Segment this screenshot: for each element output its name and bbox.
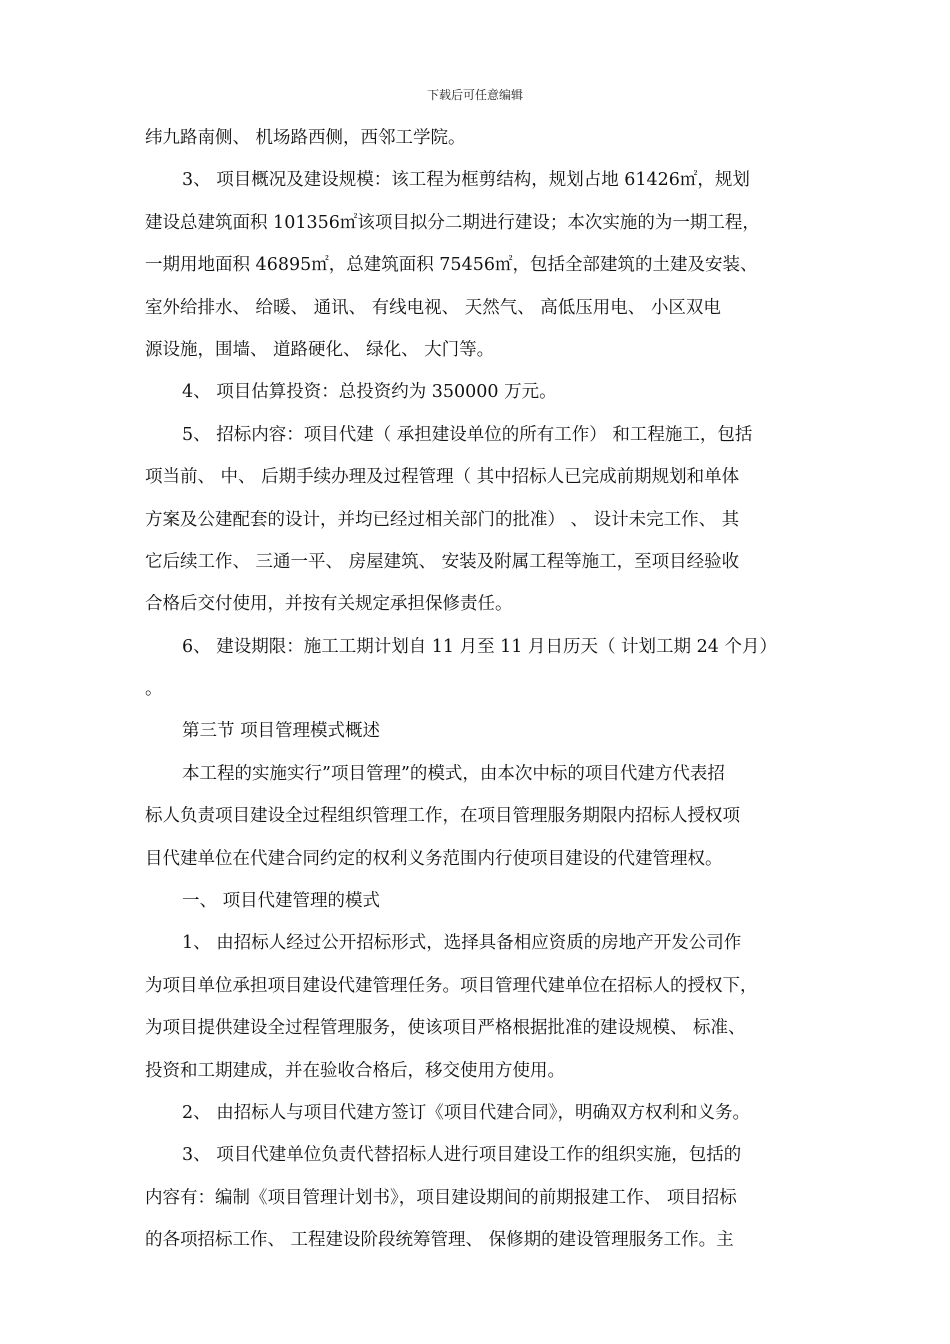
text-line: 方案及公建配套的设计，并均已经过相关部门的批准） 、 设计未完工作、 其 bbox=[145, 509, 740, 530]
text-line: 内容有：编制《项目管理计划书》，项目建设期间的前期报建工作、 项目招标 bbox=[145, 1187, 737, 1208]
text-line: 为项目提供建设全过程管理服务，使该项目严格根据批准的建设规模、 标准、 bbox=[145, 1018, 746, 1039]
text-line: 合格后交付使用，并按有关规定承担保修责任。 bbox=[145, 594, 513, 615]
text-line: 为项目单位承担项目建设代建管理任务。项目管理代建单位在招标人的授权下， bbox=[145, 975, 758, 996]
text-line: 源设施，围墙、 道路硬化、 绿化、 大门等。 bbox=[145, 339, 495, 360]
text-line: 它后续工作、 三通一平、 房屋建筑、 安装及附属工程等施工，至项目经验收 bbox=[145, 551, 740, 572]
text-line: 目代建单位在代建合同约定的权利义务范围内行使项目建设的代建管理权。 bbox=[145, 848, 723, 869]
document-body bbox=[145, 117, 810, 1262]
text-line: 室外给排水、 给暖、 通讯、 有线电视、 天然气、 高低压用电、 小区双电 bbox=[145, 297, 721, 318]
text-line: 1、 由招标人经过公开招标形式，选择具备相应资质的房地产开发公司作 bbox=[182, 933, 742, 954]
text-line: 2、 由招标人与项目代建方签订《项目代建合同》，明确双方权利和义务。 bbox=[182, 1102, 750, 1123]
text-line: 建设总建筑面积 101356㎡该项目拟分二期进行建设；本次实施的为一期工程， bbox=[145, 212, 760, 233]
text-line: 的各项招标工作、 工程建设阶段统筹管理、 保修期的建设管理服务工作。主 bbox=[145, 1230, 734, 1251]
text-line: 6、 建设期限：施工工期计划自 11 月至 11 月日历天（ 计划工期 24 个月） bbox=[182, 636, 777, 657]
text-line: 第三节 项目管理模式概述 bbox=[182, 721, 381, 742]
text-line: 一期用地面积 46895㎡，总建筑面积 75456㎡，包括全部建筑的土建及安装、 bbox=[145, 255, 758, 276]
page-header: 下载后可任意编辑 bbox=[426, 88, 523, 102]
text-line: 纬九路南侧、 机场路西侧，西邻工学院。 bbox=[145, 128, 466, 148]
text-line: 一、 项目代建管理的模式 bbox=[182, 891, 381, 912]
text-line: 标人负责项目建设全过程组织管理工作，在项目管理服务期限内招标人授权项 bbox=[145, 806, 740, 827]
text-line: 5、 招标内容：项目代建（ 承担建设单位的所有工作） 和工程施工，包括 bbox=[182, 424, 753, 445]
text-line: 3、 项目代建单位负责代替招标人进行项目建设工作的组织实施，包括的 bbox=[182, 1145, 742, 1166]
text-line: 本工程的实施实行”项目管理”的模式，由本次中标的项目代建方代表招 bbox=[182, 763, 725, 784]
text-line: 项当前、 中、 后期手续办理及过程管理（ 其中招标人已完成前期规划和单体 bbox=[145, 467, 740, 488]
text-line: 投资和工期建成，并在验收合格后，移交使用方使用。 bbox=[145, 1060, 565, 1081]
text-line: 。 bbox=[145, 679, 163, 700]
text-line: 4、 项目估算投资：总投资约为 350000 万元。 bbox=[182, 382, 557, 403]
text-line: 3、 项目概况及建设规模：该工程为框剪结构，规划占地 61426㎡，规划 bbox=[182, 170, 750, 191]
